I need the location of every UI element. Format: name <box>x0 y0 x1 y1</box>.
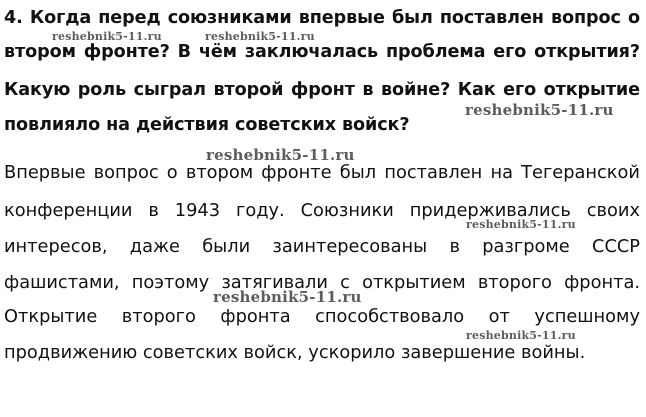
answer-line: Открытие второго фронта способствовало от успешному <box>4 306 640 327</box>
watermark: reshebnik5-11.ru <box>466 329 576 342</box>
question-line: 4. Когда перед союзниками впервые был поставлен вопрос о <box>4 8 640 28</box>
watermark: reshebnik5-11.ru <box>213 288 362 306</box>
answer-line: продвижению советских войск, ускорило завершение войны. <box>4 342 586 363</box>
watermark: reshebnik5-11.ru <box>466 218 576 231</box>
watermark: reshebnik5-11.ru <box>206 146 355 164</box>
question-line: повлияло на действия советских войск? <box>4 115 410 135</box>
watermark: reshebnik5-11.ru <box>465 101 614 119</box>
question-line: втором фронте? В чём заключалась проблема его открытия? <box>4 42 640 62</box>
question-line: Какую роль сыграл второй фронт в войне? Как его открытие <box>4 80 640 100</box>
watermark: reshebnik5-11.ru <box>205 30 315 43</box>
watermark: reshebnik5-11.ru <box>52 30 162 43</box>
answer-line: интересов, даже были заинтересованы в разгроме СССР <box>4 236 640 257</box>
answer-line: конференции в 1943 году. Союзники придерживались своих <box>4 200 640 221</box>
answer-line: Впервые вопрос о втором фронте был поставлен на Тегеранской <box>4 162 640 183</box>
answer-line: фашистами, поэтому затягивали с открытием второго фронта. <box>4 272 640 293</box>
